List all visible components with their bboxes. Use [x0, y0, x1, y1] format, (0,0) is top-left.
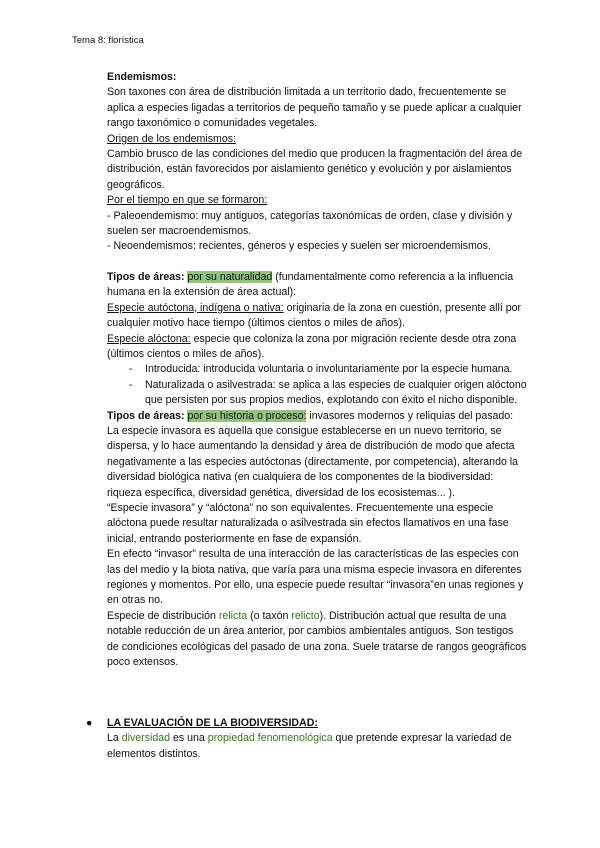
autoctona-paragraph	[107, 301, 527, 332]
list-item-text: Naturalizada o asilvestrada: se aplica a las especies de cualquier origen alóctono que persisten por sus propios medios, explotando con éxito el nicho disponible.	[145, 378, 527, 407]
bullet-icon: ●	[86, 717, 93, 729]
list-item-text: Introducida: introducida voluntaria o involuntariamente por la especie humana.	[145, 363, 513, 376]
aloctona-term: Especie alóctona:	[107, 332, 191, 345]
document-body	[107, 70, 527, 670]
areas-naturalidad-paragraph	[107, 270, 527, 301]
autoctona-def: originaria de la zona en cuestión, presente allí por cualquier motivo hace tiempo (últimos cientos o miles de años).	[107, 301, 522, 330]
propiedad-term: propiedad fenomenológica	[207, 732, 333, 745]
origin-text: Cambio brusco de las condiciones del medio que producen la fragmentación del área de distribución, están favorecidos por aislamiento genético y evolución y por aislamientos geográficos.	[107, 148, 523, 191]
evaluacion-section	[72, 716, 532, 762]
evaluacion-title: LA EVALUACIÓN DE LA BIODIVERSIDAD:	[107, 717, 318, 729]
list-item-naturalizada	[107, 378, 527, 409]
endemismos-definition: Son taxones con área de distribución limitada a un territorio dado, frecuentemente se aplica a especies ligadas a territorios de pequeño tamaño y se puede aplicar a cualquier rango taxonómico o comunidades vegetales.	[107, 86, 522, 130]
dash-marker: -	[129, 363, 133, 376]
equivalentes-paragraph: “Especie invasora” y “alóctona” no son equivalentes. Frecuentemente una especie alóctona puede resultar naturalizada o asilvestrada sin efectos llamativos en una fase inicial, entrando posteriormente en fase de expansión.	[107, 501, 509, 545]
highlight-naturalidad: por su naturalidad	[187, 270, 273, 283]
time-heading: Por el tiempo en que se formaron:	[107, 194, 268, 207]
areas-label: Tipos de áreas:	[107, 409, 185, 422]
aloctona-def: especie que coloniza la zona por migración reciente desde otra zona (últimos cientos o miles de años).	[107, 332, 517, 360]
areas-label: Tipos de áreas:	[107, 270, 185, 283]
diversidad-term: diversidad	[121, 732, 171, 745]
invasora-paragraph: La especie invasora es aquella que consigue establecerse en un nuevo territorio, se dispersa, y lo hace aumentando la densidad y área de distribución de modo que afecta negativamente a las especies autóctonas (directamente, por competencia), alterando la diversidad biológica nativa (en cualquiera de los componentes de la biodiversidad: riqueza específica, diversidad genética, diversidad de los ecosistemas... ).	[107, 424, 519, 499]
relicta-term: relicta	[218, 609, 248, 622]
evaluacion-text	[107, 731, 532, 762]
relicto-term: relicto	[291, 609, 320, 622]
highlight-historia: por su historia o proceso:	[187, 409, 307, 422]
page-header: Tema 8: florística	[72, 35, 144, 46]
areas-naturalidad-rest: (fundamentalmente como referencia a la influencia humana en la extensión de área actual):	[107, 270, 514, 299]
origin-heading: Origen de los endemismos:	[107, 132, 236, 145]
autoctona-term: Especie autóctona, indígena o nativa:	[107, 301, 284, 314]
time-item-paleo: - Paleoendemismo: muy antiguos, categorías taxonómicas de orden, clase y división y suelen ser macroendemismos.	[107, 209, 513, 238]
aloctona-paragraph	[107, 332, 527, 363]
relicta-text-b: (o taxón	[247, 609, 292, 622]
areas-historia-paragraph	[107, 409, 527, 424]
list-item-introducida	[107, 362, 527, 377]
evaluacion-text-b: es una	[170, 732, 208, 745]
relicta-text-c: ). Distribución actual que resulta de una notable reducción de un área anterior, por cambios ambientales antiguos. Son testigos de condiciones ecológicas del pasado de una zona. Suele tratarse de rangos geográficos poco extensos.	[107, 609, 527, 669]
areas-historia-rest: invasores modernos y reliquias del pasado:	[306, 409, 514, 422]
endemismos-title: Endemismos:	[107, 71, 177, 83]
relicta-text-a: Especie de distribución	[107, 609, 219, 622]
invasor-paragraph: En efecto “invasor” resulta de una interacción de las características de las especies con las del medio y la biota nativa, que varía para una misma especie invasora en diferentes regiones y momentos. Por ello, una especie puede resultar “invasora”en unas regiones y en otras no.	[107, 548, 524, 607]
dash-marker: -	[129, 378, 133, 391]
relicta-paragraph	[107, 609, 527, 671]
time-item-neo: - Neoendemismos: recientes, géneros y especies y suelen ser microendemismos.	[107, 240, 491, 253]
evaluacion-text-c: que pretende expresar la variedad de elementos distintos.	[107, 732, 512, 760]
evaluacion-text-a: La	[107, 732, 122, 745]
